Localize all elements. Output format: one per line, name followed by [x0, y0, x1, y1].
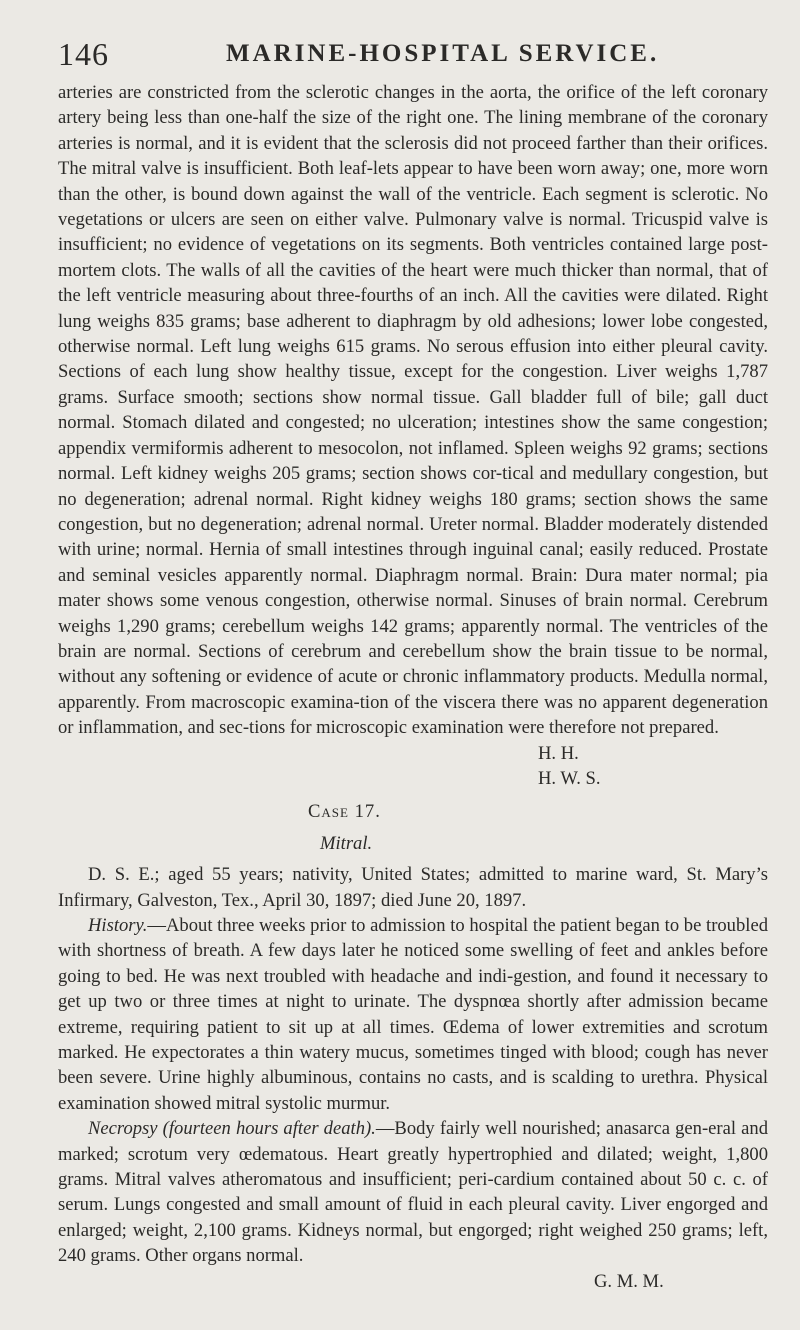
necropsy-text: —Body fairly well nourished; anasarca gen-eral and marked; scrotum very œdematous. Heart greatly hypertrophied and dilated; weight, 1,800 grams. Mitral valves atheromatous and insufficient; peri-cardium contained about 50 c. c. of serum. Lungs congested and small amount of fluid in each pleural cavity. Liver engorged and enlarged; weight, 2,100 grams. Kidneys normal, but engorged; right weighed 250 grams; left, 240 grams. Other organs normal. [58, 1118, 768, 1267]
signature-line-2: H. W. S. [538, 767, 601, 789]
autopsy-paragraph: arteries are constricted from the sclerotic changes in the aorta, the orifice of the left coronary artery being less than one-half the size of the right one. The lining membrane of the coronary arteries is normal, and it is evident that the sclerosis did not proceed farther than their orifices. The mitral valve is insufficient. Both leaf-lets appear to have been worn away; one, more worn than the other, is bound down against the wall of the ventricle. Each segment is sclerotic. No vegetations or ulcers are seen on either valve. Pulmonary valve is normal. Tricuspid valve is insufficient; no evidence of vegetations on its segments. Both ventricles contained large post-mortem clots. The walls of all the cavities of the heart were much thicker than normal, that of the left ventricle measuring about three-fourths of an inch. All the cavities were dilated. Right lung weighs 835 grams; base adherent to diaphragm by old adhesions; lower lobe congested, otherwise normal. Left lung weighs 615 grams. No serous effusion into either pleural cavity. Sections of each lung show healthy tissue, except for the congestion. Liver weighs 1,787 grams. Surface smooth; sections show normal tissue. Gall bladder full of bile; gall duct normal. Stomach dilated and congested; no ulceration; intestines show the same congestion; appendix vermiformis adherent to mesocolon, not inflamed. Spleen weighs 92 grams; sections normal. Left kidney weighs 205 grams; section shows cor-tical and medullary congestion, but no degeneration; adrenal normal. Right kidney weighs 180 grams; section shows the same congestion, but no degeneration; adrenal normal. Ureter normal. Bladder moderately distended with urine; normal. Hernia of small intestines through inguinal canal; easily reduced. Prostate and seminal vesicles apparently normal. Diaphragm normal. Brain: Dura mater normal; pia mater shows some venous congestion, otherwise normal. Sinuses of brain normal. Cerebrum weighs 1,290 grams; cerebellum weighs 142 grams; apparently normal. The ventricles of the brain are normal. Sections of cerebrum and cerebellum show the brain tissue to be normal, without any softening or evidence of acute or chronic inflammatory products. Medulla normal, apparently. From macroscopic examina-tion of the viscera there was no apparent degeneration or inflammation, and sec-tions for microscopic examination were therefore not prepared. [58, 82, 768, 739]
necropsy-paragraph [58, 1116, 768, 1268]
history-lead: History. [88, 915, 148, 936]
running-head [58, 36, 742, 76]
signature-initials-2: G. M. M. [594, 1270, 664, 1292]
page-number: 146 [58, 36, 109, 72]
necropsy-lead: Necropsy (fourteen hours after death). [88, 1118, 376, 1140]
case-subheading: Mitral. [320, 832, 373, 854]
case-heading: Case 17. [308, 801, 381, 823]
signature-initials [58, 741, 768, 792]
running-title: MARINE-HOSPITAL SERVICE. [226, 40, 660, 67]
history-text: —About three weeks prior to admission to hospital the patient began to be troubled with shortness of breath. A few days later he noticed some swelling of feet and ankles before going to bed. He was next troubled with headache and indi-gestion, and found it necessary to get up two or three times at night to urinate. The dyspnœa shortly after admission became extreme, requiring patient to sit up at all times. Œdema of lower extremities and scrotum marked. He expectorates a thin watery mucus, sometimes tinged with blood; cough has never been severe. Urine highly albuminous, contains no casts, and is scalding to urethra. Physical examination showed mitral systolic murmur. [58, 915, 768, 1114]
patient-paragraph: D. S. E.; aged 55 years; nativity, United States; admitted to marine ward, St. Mary’s Infirmary, Galveston, Tex., April 30, 1897; died June 20, 1897. [58, 864, 768, 911]
body-text [58, 80, 768, 1294]
history-paragraph [58, 913, 768, 1116]
signature-line-1: H. H. [538, 742, 579, 764]
